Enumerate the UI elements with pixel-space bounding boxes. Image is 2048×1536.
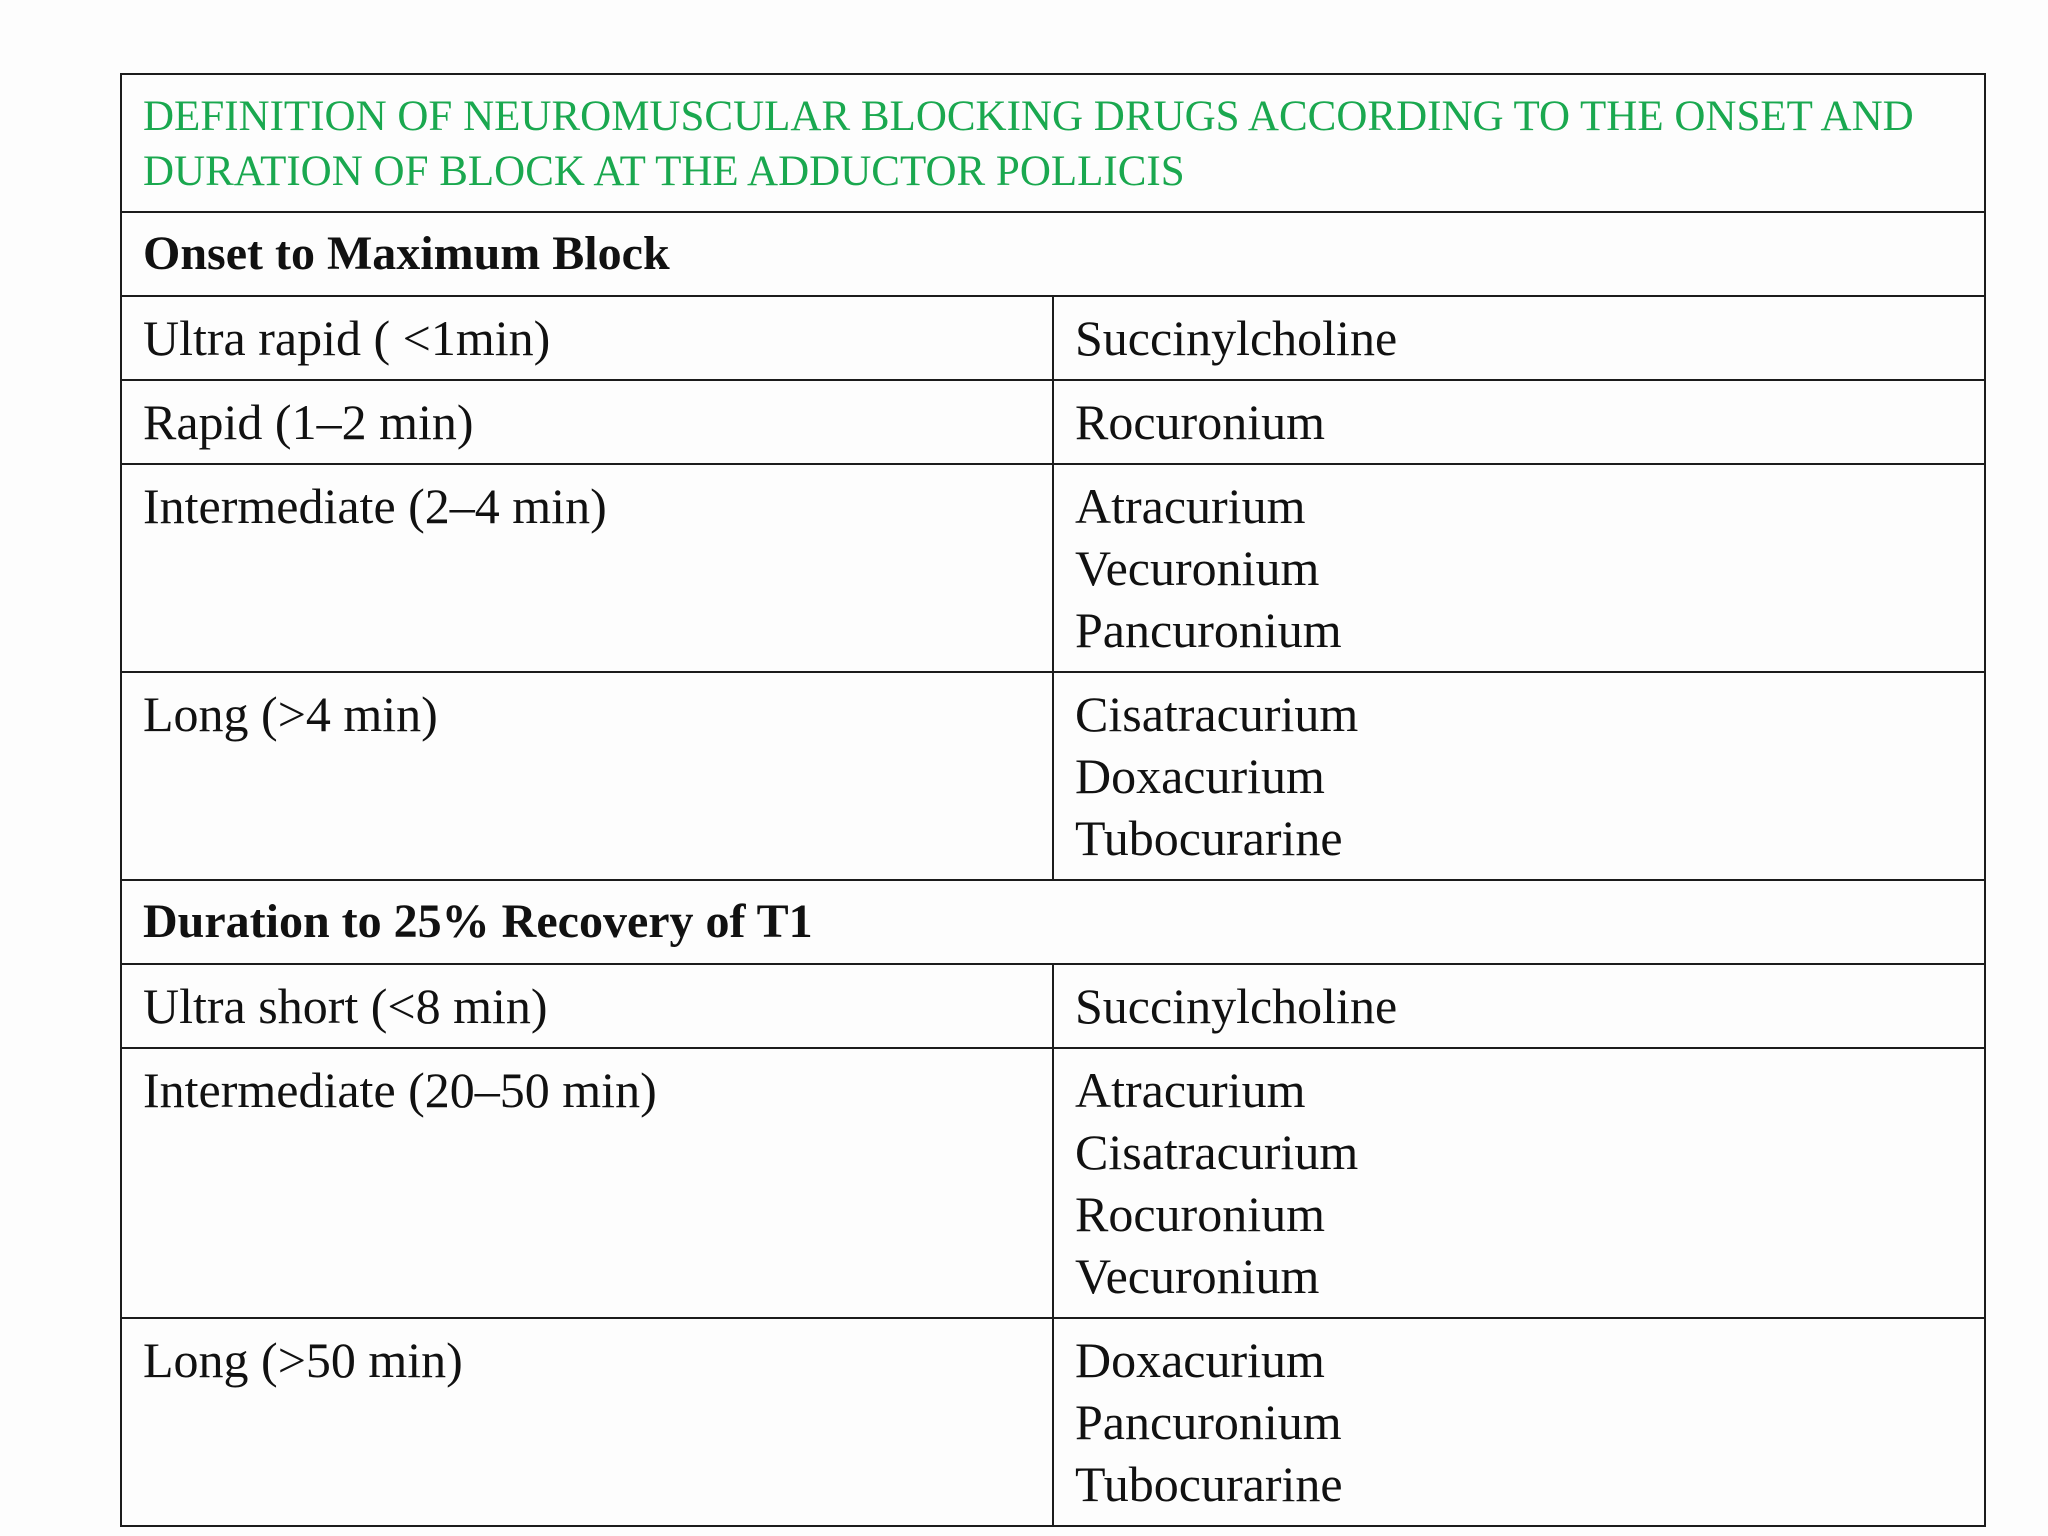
- drug-name: Atracurium: [1075, 478, 1306, 534]
- table-row: [121, 1048, 1985, 1318]
- drug-name: Vecuronium: [1075, 540, 1320, 596]
- drug-cell: [1053, 964, 1985, 1048]
- drug-name: Succinylcholine: [1075, 978, 1398, 1034]
- neuromuscular-blocking-drugs-table: [120, 73, 1986, 1527]
- drug-name: Tubocurarine: [1075, 810, 1343, 866]
- section-heading-duration: Duration to 25% Recovery of T1: [121, 880, 1985, 964]
- row-label: Intermediate (20–50 min): [121, 1048, 1053, 1318]
- table-title: DEFINITION OF NEUROMUSCULAR BLOCKING DRUGS ACCORDING TO THE ONSET AND DURATION OF BLOCK AT THE ADDUCTOR POLLICIS: [121, 74, 1985, 212]
- drug-cell: [1053, 464, 1985, 672]
- section-heading-onset: Onset to Maximum Block: [121, 212, 1985, 296]
- row-label: Intermediate (2–4 min): [121, 464, 1053, 672]
- row-label: Long (>4 min): [121, 672, 1053, 880]
- drug-name: Pancuronium: [1075, 1394, 1342, 1450]
- table-row: [121, 380, 1985, 464]
- drug-cell: [1053, 672, 1985, 880]
- drug-name: Tubocurarine: [1075, 1456, 1343, 1512]
- drug-cell: [1053, 380, 1985, 464]
- drug-name: Cisatracurium: [1075, 686, 1359, 742]
- drug-cell: [1053, 1048, 1985, 1318]
- table-row: [121, 464, 1985, 672]
- row-label: Ultra rapid ( <1min): [121, 296, 1053, 380]
- drug-name: Cisatracurium: [1075, 1124, 1359, 1180]
- drug-name: Succinylcholine: [1075, 310, 1398, 366]
- row-label: Ultra short (<8 min): [121, 964, 1053, 1048]
- drug-name: Rocuronium: [1075, 394, 1325, 450]
- row-label: Rapid (1–2 min): [121, 380, 1053, 464]
- drug-name: Pancuronium: [1075, 602, 1342, 658]
- drug-name: Doxacurium: [1075, 1332, 1325, 1388]
- drug-name: Atracurium: [1075, 1062, 1306, 1118]
- drug-name: Doxacurium: [1075, 748, 1325, 804]
- drug-name: Vecuronium: [1075, 1248, 1320, 1304]
- drug-cell: [1053, 296, 1985, 380]
- row-label: Long (>50 min): [121, 1318, 1053, 1526]
- table-row: [121, 964, 1985, 1048]
- drug-name: Rocuronium: [1075, 1186, 1325, 1242]
- table-row: [121, 1318, 1985, 1526]
- drug-cell: [1053, 1318, 1985, 1526]
- table-row: [121, 296, 1985, 380]
- table-row: [121, 672, 1985, 880]
